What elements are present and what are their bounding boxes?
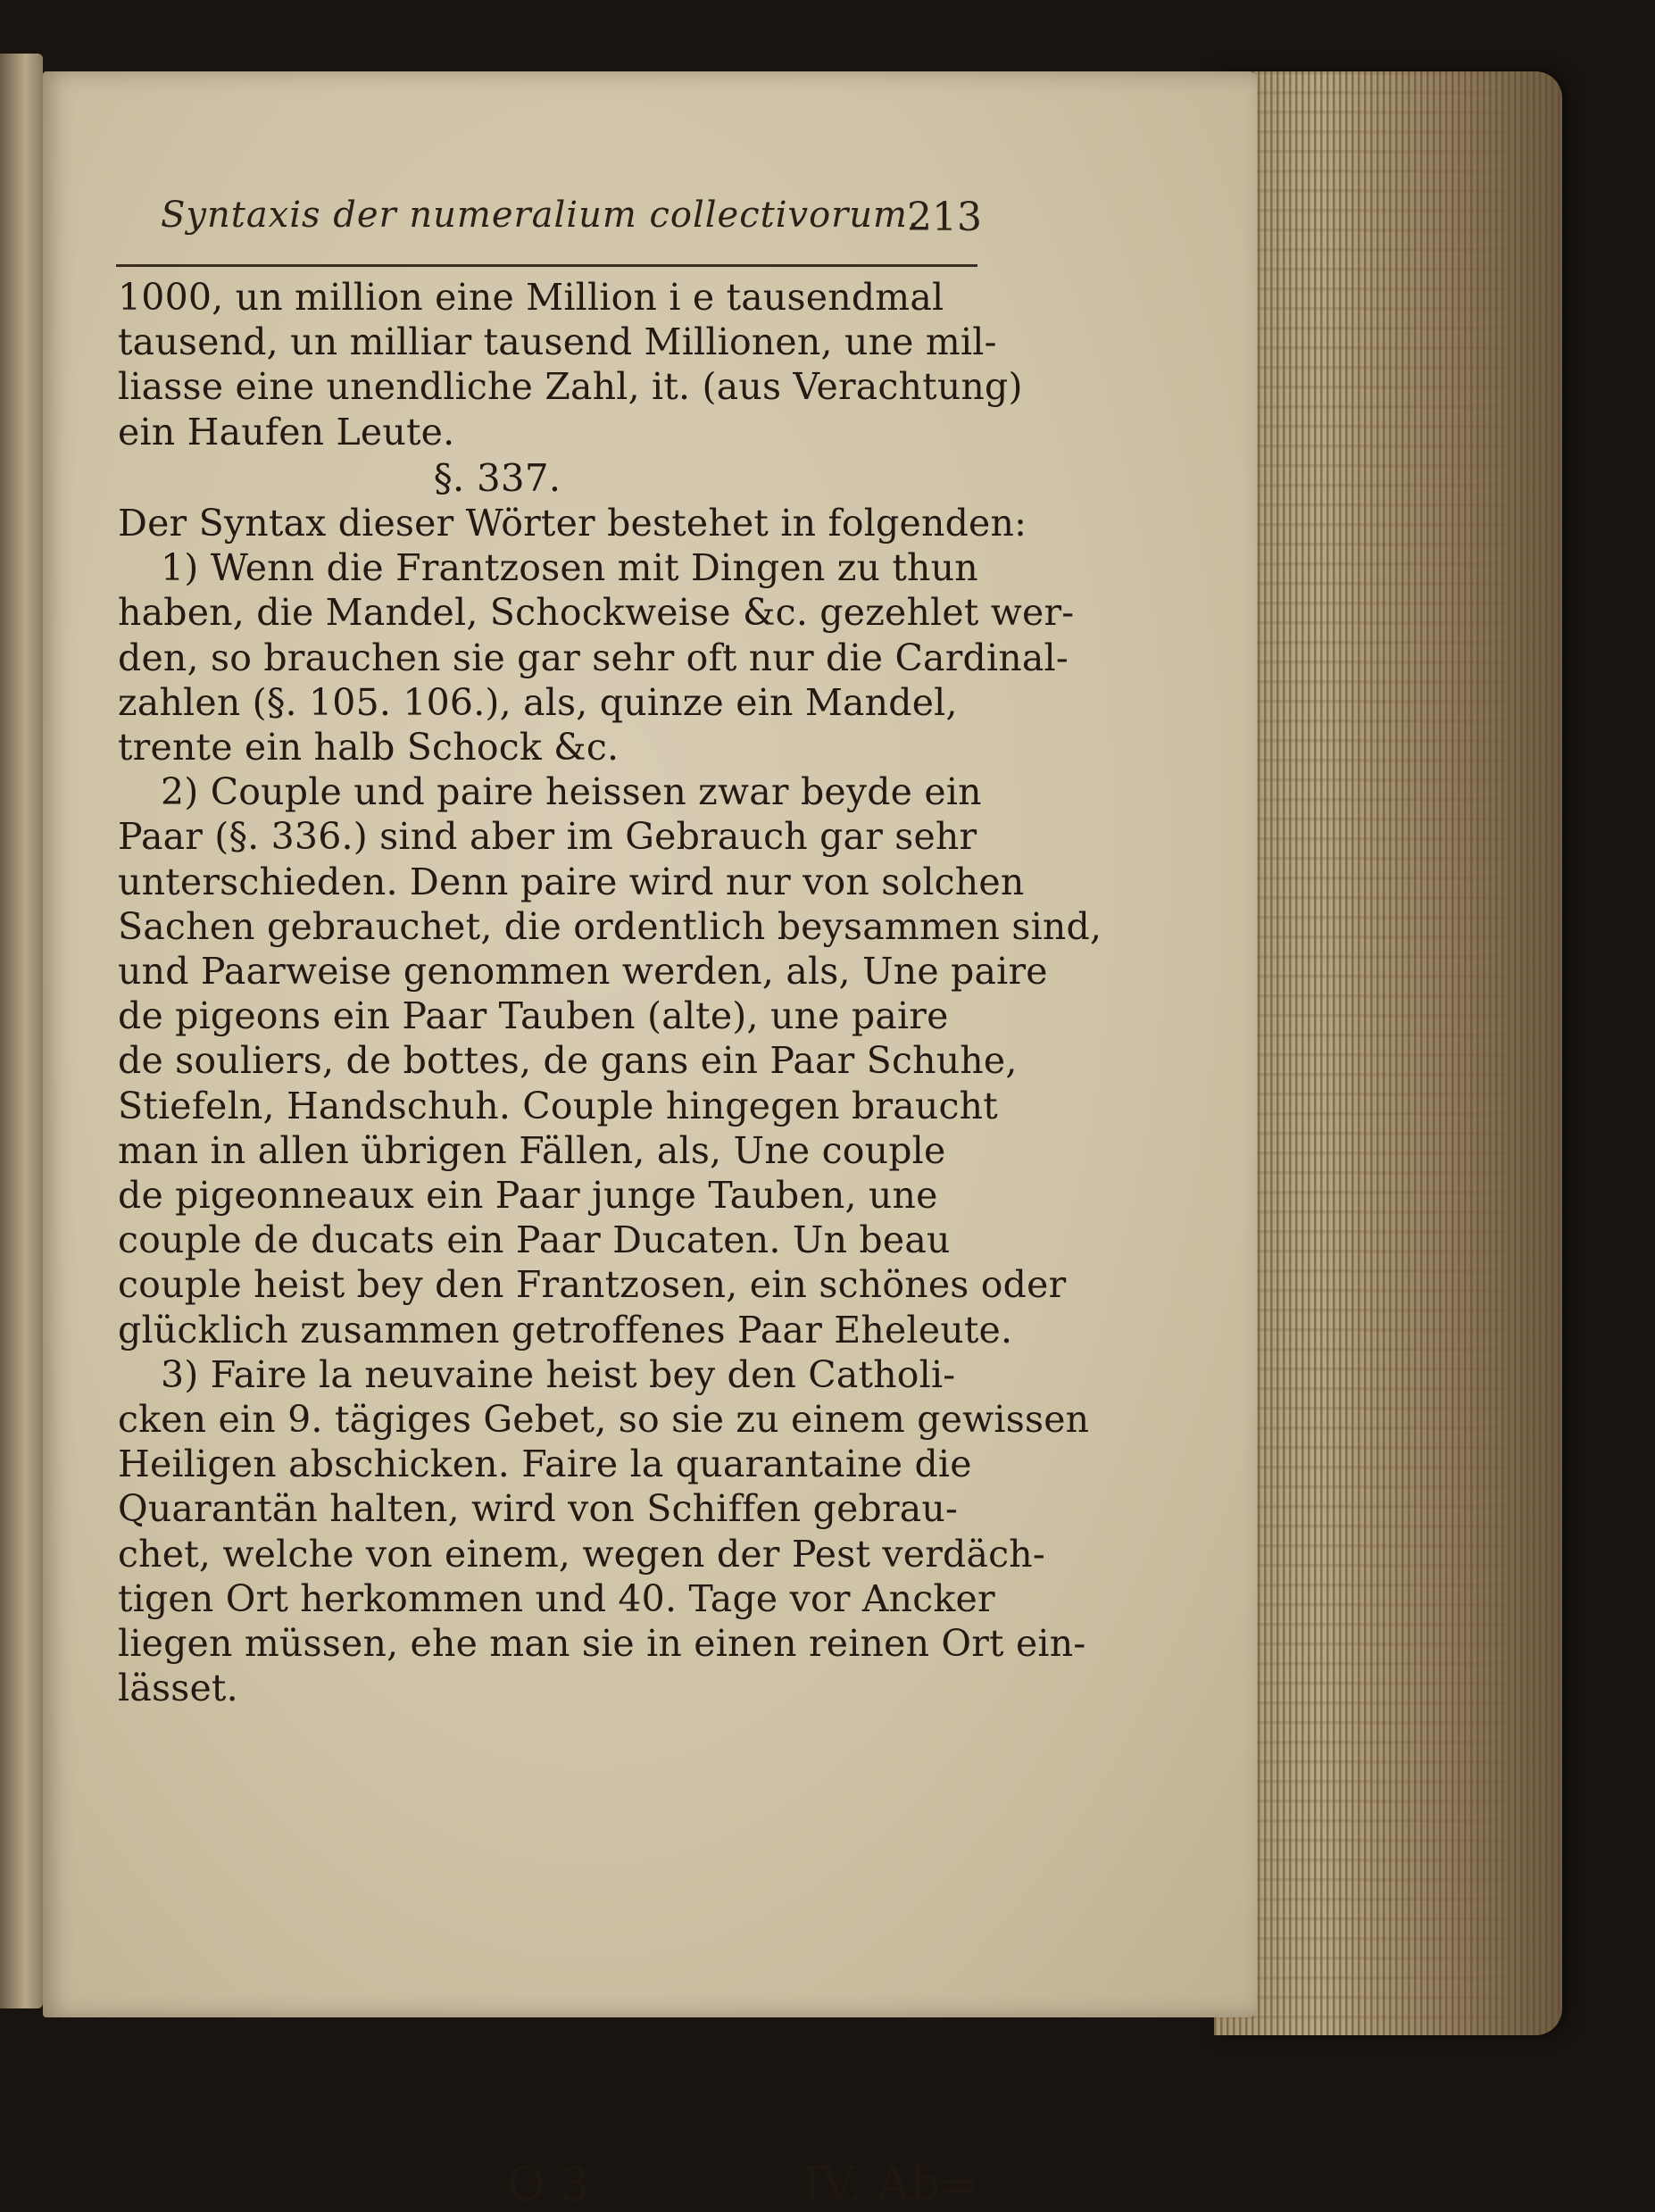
text-line: Quarantän halten, wird von Schiffen gebrau-	[118, 1487, 959, 1531]
text-line: den, so brauchen sie gar sehr oft nur die Cardinal-	[118, 636, 1069, 679]
paragraph	[118, 275, 1023, 454]
text-line: glücklich zusammen getroffenes Paar Eheleute.	[118, 1308, 1013, 1351]
text-line: haben, die Mandel, Schockweise &c. gezehlet wer-	[118, 591, 1075, 635]
page-number: 213	[907, 195, 982, 240]
header-rule	[116, 264, 977, 267]
text-line: ein Haufen Leute.	[118, 410, 455, 453]
page-body	[118, 275, 1102, 1711]
text-line: liegen müssen, ehe man sie in einen reinen Ort ein-	[118, 1622, 1086, 1666]
paragraph	[118, 501, 1027, 545]
text-line: tigen Ort herkommen und 40. Tage vor Ancker	[118, 1576, 995, 1620]
text-line: zahlen (§. 105. 106.), als, quinze ein Mandel,	[118, 680, 958, 724]
text-line: chet, welche von einem, wegen der Pest verdäch-	[118, 1532, 1045, 1576]
paragraph-rule-2	[118, 769, 1102, 1352]
text-line: 3) Faire la neuvaine heist bey den Catholi-	[161, 1352, 956, 1396]
running-title: Syntaxis der numeralium collectivorum.	[161, 195, 920, 236]
text-line: de pigeons ein Paar Tauben (alte), une paire	[118, 994, 949, 1038]
text-line: und Paarweise genommen werden, als, Une paire	[118, 950, 1048, 994]
text-line: man in allen übrigen Fällen, als, Une couple	[118, 1128, 946, 1172]
text-line: de souliers, de bottes, de gans ein Paar Schuhe,	[118, 1039, 1018, 1083]
page-edges	[1214, 71, 1562, 2035]
previous-page-edge	[0, 54, 43, 2008]
paragraph-rule-3	[118, 1352, 1090, 1711]
text-line: trente ein halb Schock &c.	[118, 726, 620, 769]
text-line: de pigeonneaux ein Paar junge Tauben, une	[118, 1174, 938, 1218]
text-line: couple heist bey den Frantzosen, ein schönes oder	[118, 1263, 1067, 1307]
text-line: Sachen gebrauchet, die ordentlich beysammen sind,	[118, 904, 1102, 948]
catchword: IV. Ab=	[803, 2158, 979, 2212]
text-line: 2) Couple und paire heissen zwar beyde ein	[161, 770, 982, 814]
text-line: unterschieden. Denn paire wird nur von solchen	[118, 860, 1025, 903]
signature-mark: O 3	[507, 2158, 590, 2212]
text-line: Stiefeln, Handschuh. Couple hingegen braucht	[118, 1084, 998, 1127]
text-line: Paar (§. 336.) sind aber im Gebrauch gar sehr	[118, 815, 977, 859]
text-line: Heiligen abschicken. Faire la quarantaine die	[118, 1443, 972, 1486]
text-line: Der Syntax dieser Wörter bestehet in folgenden:	[118, 502, 1027, 545]
text-line: liasse eine unendliche Zahl, it. (aus Verachtung)	[118, 365, 1023, 409]
text-line: couple de ducats ein Paar Ducaten. Un beau	[118, 1218, 951, 1262]
text-line: tausend, un milliar tausend Millionen, une mil-	[118, 320, 997, 364]
section-heading: §. 337.	[433, 455, 561, 500]
text-line: lässet.	[118, 1667, 238, 1710]
paragraph-rule-1	[118, 545, 1075, 769]
text-line: cken ein 9. tägiges Gebet, so sie zu einem gewissen	[118, 1398, 1090, 1442]
text-line: 1000, un million eine Million i e tausendmal	[118, 276, 944, 319]
running-header	[161, 195, 982, 257]
text-line: 1) Wenn die Frantzosen mit Dingen zu thun	[161, 546, 978, 590]
